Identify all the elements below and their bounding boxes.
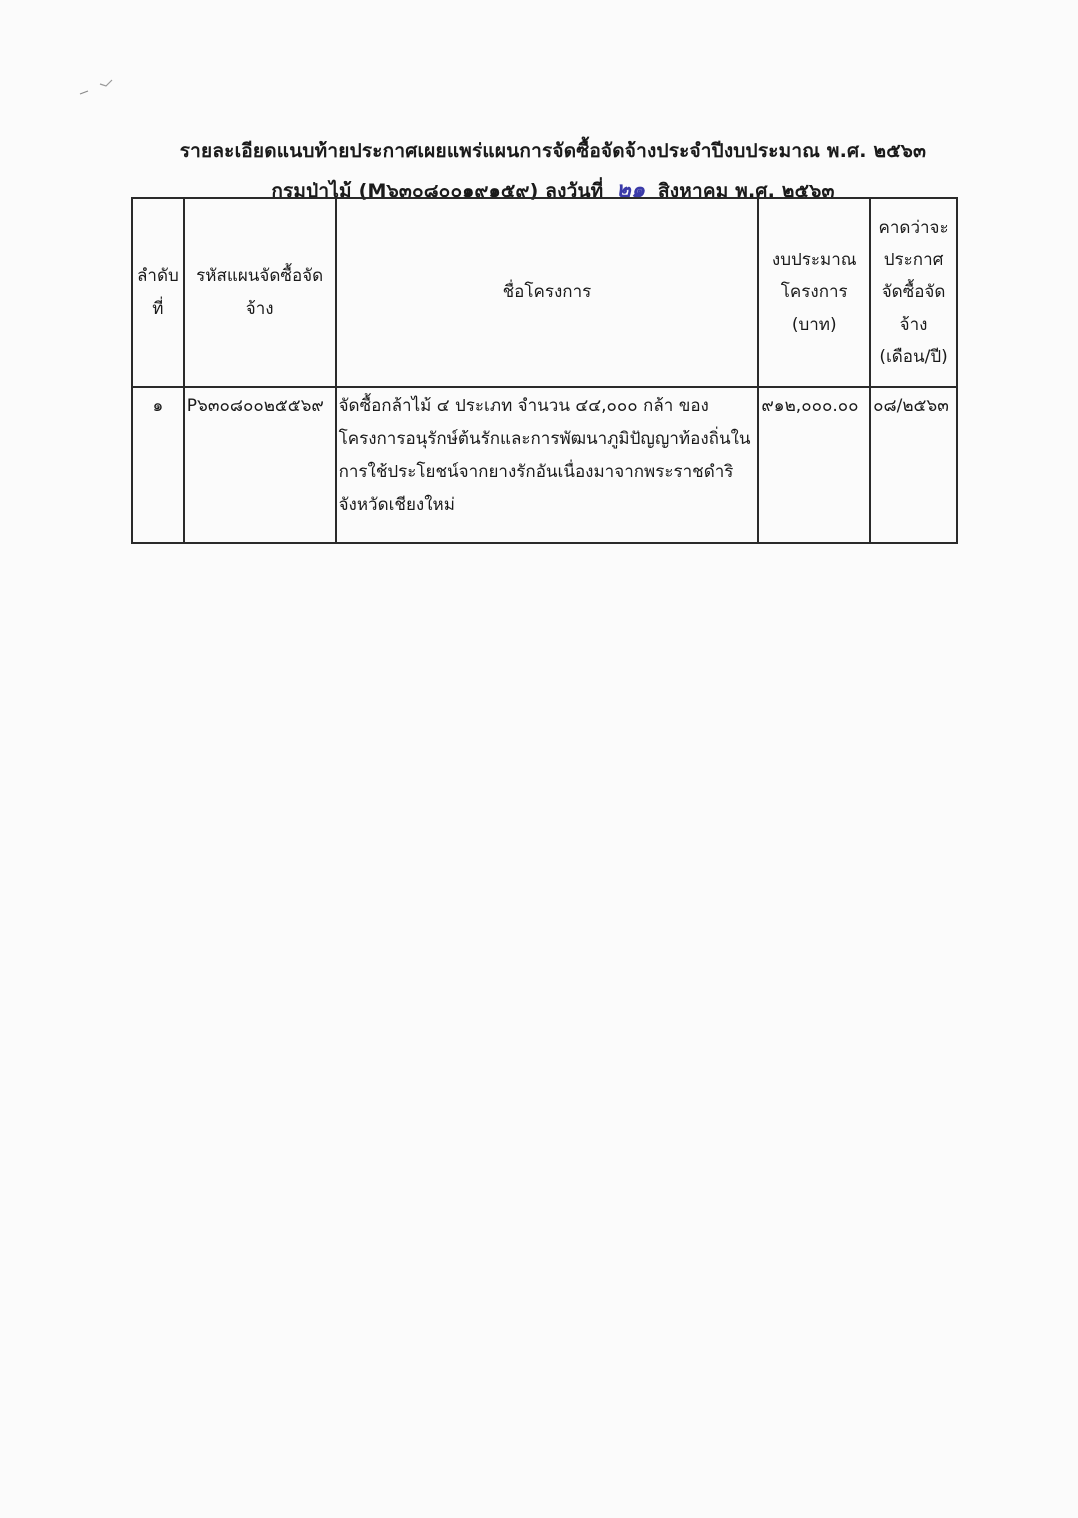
cell-name: จัดซื้อกล้าไม้ ๔ ประเภท จำนวน ๔๔,๐๐๐ กล้า ของโครงการอนุรักษ์ต้นรักและการพัฒนาภูมิปัญญาท้องถิ่นในการใช้ประโยชน์จากยางรักอันเนื่องมาจากพระราชดำริ จังหวัดเชียงใหม่ bbox=[336, 387, 759, 543]
header-no: ลำดับที่ bbox=[132, 198, 184, 387]
document-title: รายละเอียดแนบท้ายประกาศเผยแพร่แผนการจัดซื้อจัดจ้างประจำปีงบประมาณ พ.ศ. ๒๕๖๓ bbox=[179, 140, 927, 162]
header-code: รหัสแผนจัดซื้อจัดจ้าง bbox=[184, 198, 336, 387]
handwritten-day: ๒๑ bbox=[616, 178, 646, 203]
cell-no: ๑ bbox=[132, 387, 184, 543]
header-budget: งบประมาณโครงการ (บาท) bbox=[758, 198, 870, 387]
cell-month: ๐๘/๒๕๖๓ bbox=[870, 387, 957, 543]
header-name: ชื่อโครงการ bbox=[336, 198, 759, 387]
subtitle-suffix: สิงหาคม พ.ศ. ๒๕๖๓ bbox=[657, 180, 835, 202]
subtitle-prefix: กรมป่าไม้ (M๖๓๐๘๐๐๑๙๑๕๙) ลงวันที่ bbox=[271, 180, 604, 202]
table-row bbox=[132, 387, 957, 543]
cell-code: P๖๓๐๘๐๐๒๕๕๖๙ bbox=[184, 387, 336, 543]
scan-artifact-mark bbox=[78, 78, 118, 98]
header-month: คาดว่าจะประกาศจัดซื้อจัดจ้าง (เดือน/ปี) bbox=[870, 198, 957, 387]
procurement-plan-table bbox=[131, 197, 958, 544]
cell-budget: ๙๑๒,๐๐๐.๐๐ bbox=[758, 387, 870, 543]
table-header-row bbox=[132, 198, 957, 387]
